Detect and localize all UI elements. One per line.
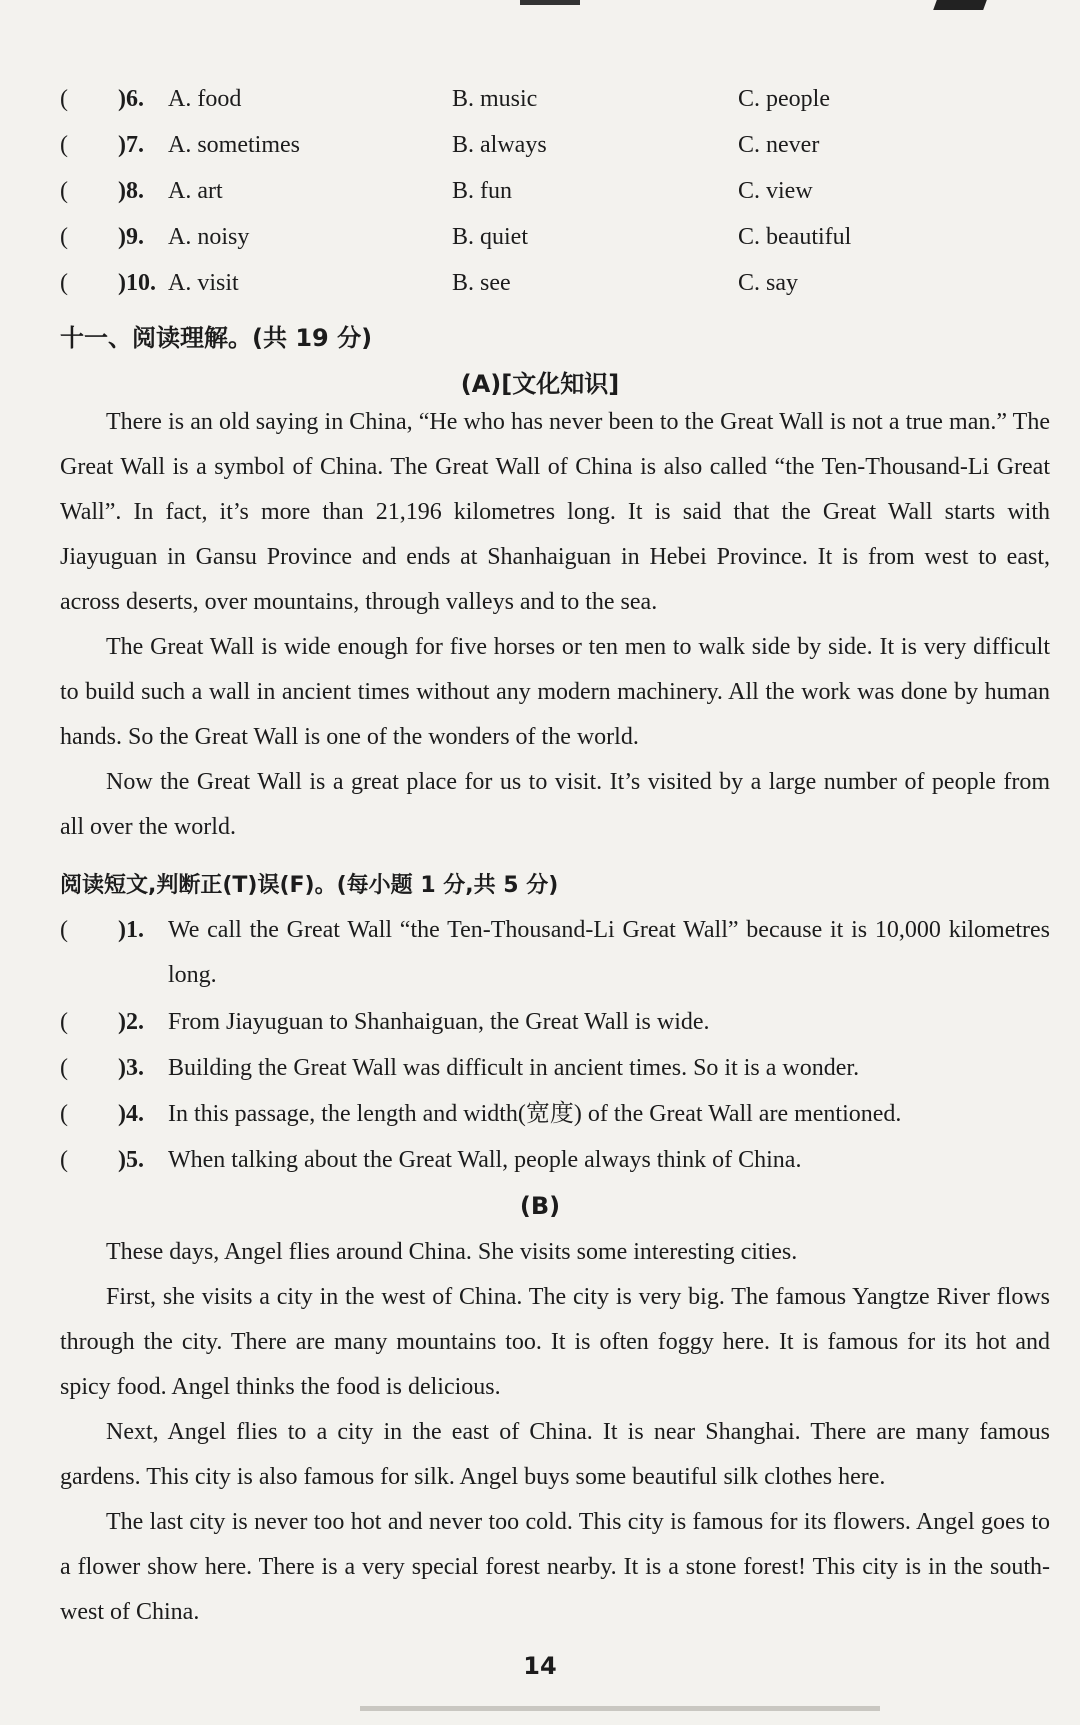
answer-paren[interactable]: ( bbox=[60, 917, 68, 943]
tf-question-1 bbox=[60, 908, 1050, 998]
option-c: C. view bbox=[738, 178, 813, 204]
question-number: )4. bbox=[118, 1101, 144, 1127]
question-text: Building the Great Wall was difficult in ancient times. So it is a wonder. bbox=[168, 1055, 860, 1081]
answer-paren[interactable]: ( bbox=[60, 1009, 68, 1035]
option-a: A. sometimes bbox=[168, 132, 300, 158]
tf-question-3 bbox=[60, 1046, 1050, 1091]
option-a: A. noisy bbox=[168, 224, 250, 250]
question-number: )10. bbox=[118, 270, 156, 296]
question-number: )5. bbox=[118, 1147, 144, 1173]
question-text: When talking about the Great Wall, people always think of China. bbox=[168, 1147, 802, 1173]
paragraph: The last city is never too hot and never too cold. This city is famous for its flowers. Angel goes to a flower show here. There is a very special forest nearby. It is a stone forest! This city is in the south-west of China. bbox=[60, 1509, 1050, 1625]
answer-paren[interactable]: ( bbox=[60, 270, 68, 296]
option-c: C. say bbox=[738, 270, 798, 296]
question-text: In this passage, the length and width(宽度) of the Great Wall are mentioned. bbox=[168, 1101, 902, 1127]
passage-b-title: (B) bbox=[519, 1192, 561, 1220]
question-number: )6. bbox=[118, 86, 144, 112]
paragraph: First, she visits a city in the west of China. The city is very big. The famous Yangtze River flows through the city. There are many mountains too. It is often foggy here. It is famous for its hot and spicy food. Angel thinks the food is delicious. bbox=[60, 1284, 1050, 1400]
option-row-7 bbox=[60, 132, 1050, 176]
answer-paren[interactable]: ( bbox=[60, 132, 68, 158]
scan-corner-mark bbox=[933, 0, 987, 10]
question-number: )1. bbox=[118, 917, 144, 943]
option-b: B. always bbox=[452, 132, 547, 158]
option-c: C. people bbox=[738, 86, 830, 112]
option-b: B. see bbox=[452, 270, 511, 296]
answer-paren[interactable]: ( bbox=[60, 86, 68, 112]
passage-b-body bbox=[60, 1230, 1050, 1635]
scan-edge-mark bbox=[360, 1706, 880, 1711]
passage-a-body bbox=[60, 400, 1050, 850]
option-a: A. art bbox=[168, 178, 223, 204]
question-number: )8. bbox=[118, 178, 144, 204]
question-text: From Jiayuguan to Shanhaiguan, the Great Wall is wide. bbox=[168, 1009, 710, 1035]
answer-paren[interactable]: ( bbox=[60, 1055, 68, 1081]
paragraph: Next, Angel flies to a city in the east of China. It is near Shanghai. There are many famous gardens. This city is also famous for silk. Angel buys some beautiful silk clothes here. bbox=[60, 1419, 1050, 1490]
paragraph: The Great Wall is wide enough for five horses or ten men to walk side by side. It is very difficult to build such a wall in ancient times without any modern machinery. All the work was done by human hands. So the Great Wall is one of the wonders of the world. bbox=[60, 634, 1050, 750]
tf-question-2 bbox=[60, 1000, 1050, 1045]
tf-instruction: 阅读短文,判断正(T)误(F)。(每小题 1 分,共 5 分) bbox=[60, 873, 559, 898]
answer-paren[interactable]: ( bbox=[60, 224, 68, 250]
paragraph: These days, Angel flies around China. She visits some interesting cities. bbox=[106, 1239, 798, 1265]
question-number: )7. bbox=[118, 132, 144, 158]
option-b: B. quiet bbox=[452, 224, 528, 250]
option-row-10 bbox=[60, 270, 1050, 314]
option-b: B. music bbox=[452, 86, 538, 112]
question-number: )3. bbox=[118, 1055, 144, 1081]
answer-paren[interactable]: ( bbox=[60, 178, 68, 204]
page-number: 14 bbox=[523, 1652, 557, 1680]
answer-paren[interactable]: ( bbox=[60, 1147, 68, 1173]
option-c: C. never bbox=[738, 132, 820, 158]
answer-paren[interactable]: ( bbox=[60, 1101, 68, 1127]
option-c: C. beautiful bbox=[738, 224, 852, 250]
question-number: )9. bbox=[118, 224, 144, 250]
paragraph: There is an old saying in China, “He who has never been to the Great Wall is not a true man.” The Great Wall is a symbol of China. The Great Wall of China is also called “the Ten-Thousand-Li Great Wall”. In fact, it’s more than 21,196 kilometres long. It is said that the Great Wall starts with Jiayuguan in Gansu Province and ends at Shanhaiguan in Hebei Province. It is from west to east, across deserts, over mountains, through valleys and to the sea. bbox=[60, 409, 1050, 615]
question-number: )2. bbox=[118, 1009, 144, 1035]
scan-edge-mark bbox=[520, 0, 580, 5]
tf-question-5 bbox=[60, 1138, 1050, 1183]
option-row-6 bbox=[60, 86, 1050, 130]
tf-question-4 bbox=[60, 1092, 1050, 1137]
option-a: A. visit bbox=[168, 270, 239, 296]
paragraph: Now the Great Wall is a great place for us to visit. It’s visited by a large number of people from all over the world. bbox=[60, 769, 1050, 840]
question-text: We call the Great Wall “the Ten-Thousand-Li Great Wall” because it is 10,000 kilometres long. bbox=[168, 917, 1050, 988]
option-row-8 bbox=[60, 178, 1050, 222]
option-a: A. food bbox=[168, 86, 242, 112]
section-title: 十一、阅读理解。(共 19 分) bbox=[60, 324, 373, 352]
passage-a-title: (A)[文化知识] bbox=[460, 370, 620, 398]
option-b: B. fun bbox=[452, 178, 512, 204]
option-row-9 bbox=[60, 224, 1050, 268]
